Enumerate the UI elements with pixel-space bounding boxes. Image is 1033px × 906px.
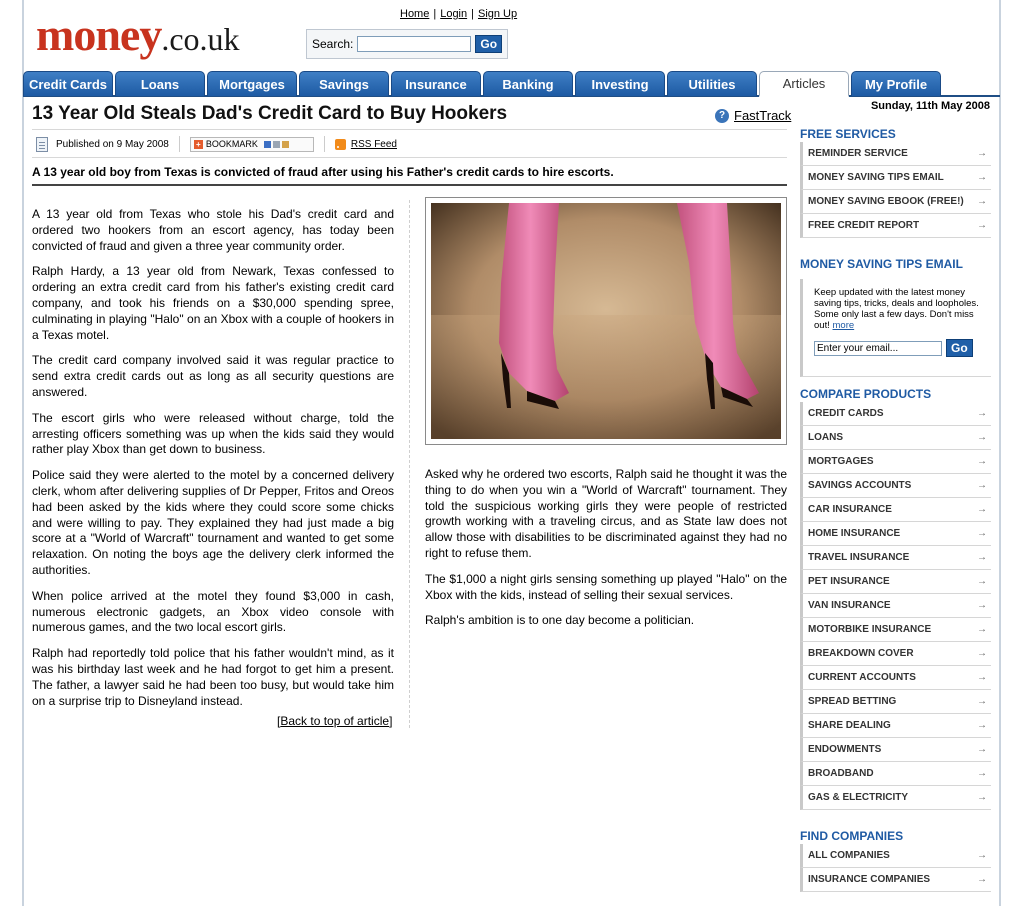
sidebar-item-label: ENDOWMENTS (808, 744, 882, 755)
divider-thick (32, 184, 787, 186)
sidebar-item-endowments[interactable] (800, 738, 991, 762)
tab-utilities[interactable]: Utilities (667, 71, 757, 96)
sidebar-item-label: VAN INSURANCE (808, 600, 891, 611)
paragraph: Asked why he ordered two escorts, Ralph said he thought it was the thing to do when you win a "World of Warcraft" tournament. They told the suspicious working girls they were people of restricted growth working with a traveling circus, and as State law does not allow those with disabilities to be discriminated against they had no right to refuse them. (425, 467, 787, 560)
tab-mortgages[interactable]: Mortgages (207, 71, 297, 96)
sidebar-item-all-companies[interactable] (800, 844, 991, 868)
sidebar-item-label: SPREAD BETTING (808, 696, 897, 707)
article-photo-frame (425, 197, 787, 445)
login-link[interactable]: Login (440, 8, 468, 20)
tab-articles[interactable]: Articles (759, 71, 849, 97)
email-input[interactable] (814, 341, 942, 356)
tab-savings[interactable]: Savings (299, 71, 389, 96)
paragraph: The $1,000 a night girls sensing something up played "Halo" on the Xbox with the kids, instead of selling their sexual services. (425, 571, 787, 602)
document-icon (36, 137, 48, 152)
sidebar-item-label: REMINDER SERVICE (808, 148, 908, 159)
arrow-icon: → (977, 552, 987, 563)
search-input[interactable] (357, 36, 471, 52)
current-date: Sunday, 11th May 2008 (870, 100, 990, 112)
arrow-icon: → (977, 792, 987, 803)
link-separator: | (471, 8, 474, 20)
bookmark-label: BOOKMARK (205, 139, 258, 149)
paragraph: When police arrived at the motel they found $3,000 in cash, numerous electronic gadgets, an Xbox video console with numerous games, and the two local escort girls. (32, 588, 394, 635)
arrow-icon: → (977, 850, 987, 861)
paragraph: A 13 year old from Texas who stole his Dad's credit card and ordered two hookers from an escort agency, has today been convicted of fraud and given a three year community order. (32, 207, 394, 253)
email-signup-row (814, 339, 983, 357)
tab-banking[interactable]: Banking (483, 71, 573, 96)
sidebar-item-label: INSURANCE COMPANIES (808, 874, 931, 885)
article-standfirst: A 13 year old boy from Texas is convicted of fraud after using his Father's credit cards to hire escorts. (32, 165, 614, 179)
digg-icon (273, 141, 280, 148)
separator (324, 136, 325, 152)
paragraph: Ralph had reportedly told police that his father wouldn't mind, as it was his birthday last week and he had forgot to get him a present. The father, a lawyer said he had been too busy, but would take him on a surprise trip to Disneyland instead. (32, 646, 394, 708)
paragraph: Ralph Hardy, a 13 year old from Newark, Texas confessed to ordering an extra credit card from his father's existing credit card company, and took his friends on a $30,000 spending spree, culminating in playing "Halo" on an Xbox with a couple of hookers in a Texas motel. (32, 264, 394, 342)
arrow-icon: → (977, 456, 987, 467)
arrow-icon: → (977, 408, 987, 419)
article-column-left (32, 207, 394, 719)
sidebar-item-label: CAR INSURANCE (808, 504, 892, 515)
search-box (306, 29, 508, 59)
sidebar-item-label: BROADBAND (808, 768, 874, 779)
sidebar-item-label: ALL COMPANIES (808, 850, 890, 861)
sidebar-item-current-accounts[interactable] (800, 666, 991, 690)
sidebar-item-label: HOME INSURANCE (808, 528, 901, 539)
arrow-icon: → (977, 672, 987, 683)
sidebar-item-label: MONEY SAVING EBOOK (FREE!) (808, 196, 964, 207)
sidebar-item-tips-email[interactable] (800, 166, 991, 190)
arrow-icon: → (977, 696, 987, 707)
sidebar-item-label: SHARE DEALING (808, 720, 891, 731)
arrow-icon: → (977, 148, 987, 159)
compare-products-heading: COMPARE PRODUCTS (800, 387, 932, 401)
sidebar-item-label: MORTGAGES (808, 456, 874, 467)
article-meta (36, 134, 397, 154)
sidebar-item-label: MONEY SAVING TIPS EMAIL (808, 172, 944, 183)
paragraph: Police said they were alerted to the motel by a concerned delivery clerk, whom after delivering supplies of Dr Pepper, Fritos and Oreos had been asked by the kids where they could score some chicks and were willing to pay. They explained they had just made a big score at a "World of Warcraft" tournament and wanted to get some relaxation. On noting the boys age the delivery clerk informed the authorities. (32, 468, 394, 577)
article-column-right (425, 467, 787, 639)
sidebar-item-insurance-companies[interactable] (800, 868, 991, 892)
tips-description: Keep updated with the latest money saving tips, tricks, deals and loopholes. Some only last a few days. Don't miss out! (814, 287, 979, 331)
sidebar-item-car-insurance[interactable] (800, 498, 991, 522)
sidebar-item-van-insurance[interactable] (800, 594, 991, 618)
sidebar-item-motorbike-insurance[interactable] (800, 618, 991, 642)
arrow-icon: → (977, 480, 987, 491)
divider (32, 157, 787, 158)
link-separator: | (433, 8, 437, 20)
delicious-icon (264, 141, 271, 148)
sidebar-item-label: CREDIT CARDS (808, 408, 884, 419)
email-go-button[interactable]: Go (946, 339, 973, 357)
sidebar-item-reminder-service[interactable] (800, 142, 991, 166)
sidebar-item-loans[interactable] (800, 426, 991, 450)
arrow-icon: → (977, 874, 987, 885)
column-divider (409, 200, 410, 728)
arrow-icon: → (977, 720, 987, 731)
social-icons (264, 141, 289, 148)
sidebar-item-label: FREE CREDIT REPORT (808, 220, 920, 231)
arrow-icon: → (977, 432, 987, 443)
divider (32, 129, 787, 130)
sidebar-item-label: SAVINGS ACCOUNTS (808, 480, 912, 491)
back-to-top-link[interactable]: Back to top of article (280, 714, 390, 728)
free-services-list (800, 142, 991, 238)
sidebar-item-label: CURRENT ACCOUNTS (808, 672, 916, 683)
sidebar-item-travel-insurance[interactable] (800, 546, 991, 570)
free-services-heading: FREE SERVICES (800, 127, 896, 141)
site-logo[interactable] (36, 8, 240, 58)
sidebar-item-label: BREAKDOWN COVER (808, 648, 914, 659)
article-title: 13 Year Old Steals Dad's Credit Card to Buy Hookers (32, 103, 508, 124)
stumble-icon (282, 141, 289, 148)
sidebar-item-ebook[interactable] (800, 190, 991, 214)
sidebar-item-pet-insurance[interactable] (800, 570, 991, 594)
sidebar-item-label: PET INSURANCE (808, 576, 890, 587)
arrow-icon: → (977, 220, 987, 231)
fasttrack[interactable] (715, 108, 791, 123)
sidebar-item-gas-electricity[interactable] (800, 786, 991, 810)
more-link[interactable]: more (832, 320, 855, 331)
arrow-icon: → (977, 196, 987, 207)
bookmark-button[interactable] (190, 137, 314, 152)
find-companies-list (800, 844, 991, 892)
paragraph: Ralph's ambition is to one day become a politician. (425, 613, 695, 628)
sidebar-item-home-insurance[interactable] (800, 522, 991, 546)
arrow-icon: → (977, 504, 987, 515)
sidebar-item-breakdown-cover[interactable] (800, 642, 991, 666)
tips-email-text (814, 287, 983, 331)
compare-products-list (800, 402, 991, 810)
arrow-icon: → (977, 576, 987, 587)
sidebar-item-spread-betting[interactable] (800, 690, 991, 714)
arrow-icon: → (977, 172, 987, 183)
arrow-icon: → (977, 744, 987, 755)
sidebar-item-mortgages[interactable] (800, 450, 991, 474)
sidebar-item-label: TRAVEL INSURANCE (808, 552, 910, 563)
tips-email-heading: MONEY SAVING TIPS EMAIL (800, 257, 963, 271)
sidebar-item-label: MOTORBIKE INSURANCE (808, 624, 932, 635)
back-to-top: [Back to top of article] (277, 714, 393, 728)
arrow-icon: → (977, 648, 987, 659)
rss-icon (335, 139, 346, 150)
sidebar-item-label: GAS & ELECTRICITY (808, 792, 909, 803)
arrow-icon: → (977, 600, 987, 611)
arrow-icon: → (977, 768, 987, 779)
fasttrack-link[interactable]: FastTrack (734, 108, 792, 123)
plus-icon: + (194, 140, 203, 149)
arrow-icon: → (977, 624, 987, 635)
published-date: Published on 9 May 2008 (56, 138, 169, 150)
main-nav-tabs (23, 71, 1000, 96)
arrow-icon: → (977, 528, 987, 539)
sidebar-item-credit-report[interactable] (800, 214, 991, 238)
article-photo (431, 203, 781, 439)
signup-link[interactable]: Sign Up (477, 8, 518, 20)
search-label: Search: (312, 37, 354, 51)
help-icon: ? (715, 109, 729, 123)
tab-investing[interactable]: Investing (575, 71, 665, 96)
search-go-button[interactable]: Go (475, 35, 502, 53)
logo-suffix: .co.uk (161, 21, 240, 57)
tips-email-box (800, 279, 991, 377)
sidebar-item-share-dealing[interactable] (800, 714, 991, 738)
page-border-left (22, 0, 24, 906)
rss-feed-link[interactable]: RSS Feed (350, 138, 397, 150)
tab-my-profile[interactable]: My Profile (851, 71, 941, 96)
paragraph: The escort girls who were released without charge, told the arresting officers something was up when the kids said they would rather play Xbox than get down to business. (32, 410, 394, 457)
tab-loans[interactable]: Loans (115, 71, 205, 96)
sidebar-item-credit-cards[interactable] (800, 402, 991, 426)
logo-main: money (36, 9, 162, 60)
home-link[interactable]: Home (400, 8, 430, 20)
sidebar-item-broadband[interactable] (800, 762, 991, 786)
sidebar-item-label: LOANS (808, 432, 843, 443)
page-border-right (999, 0, 1001, 906)
top-links (400, 8, 517, 20)
find-companies-heading: FIND COMPANIES (800, 829, 904, 843)
tab-credit-cards[interactable]: Credit Cards (23, 71, 113, 96)
sidebar-item-savings-accounts[interactable] (800, 474, 991, 498)
paragraph: The credit card company involved said it was regular practice to send extra credit cards out as long as all security questions are answered. (32, 353, 394, 399)
tab-insurance[interactable]: Insurance (391, 71, 481, 96)
separator (179, 136, 180, 152)
